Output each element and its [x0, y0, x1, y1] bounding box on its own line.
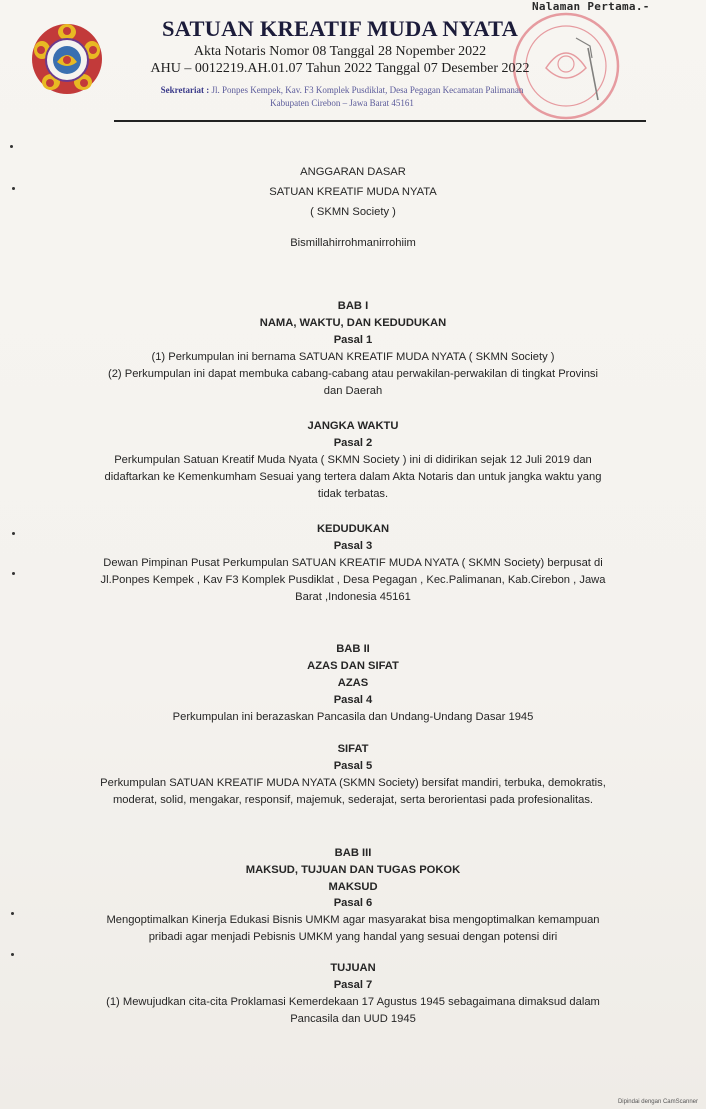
pasal3-line2: Jl.Ponpes Kempek , Kav F3 Komplek Pusdiklat , Desa Pegagan , Kec.Palimanan, Kab.Cirebon , Jawa [100, 574, 606, 586]
pasal7-line1: (1) Mewujudkan cita-cita Proklamasi Kemerdekaan 17 Agustus 1945 sebagaimana dimaksud dalam [106, 996, 600, 1008]
scan-mark [11, 912, 14, 915]
pasal6-line1: Mengoptimalkan Kinerja Edukasi Bisnis UMKM agar masyarakat bisa mengoptimalkan kemampuan [106, 914, 600, 926]
bab3-label: BAB III [334, 847, 372, 859]
pasal2-line1: Perkumpulan Satuan Kreatif Muda Nyata ( SKMN Society ) ini di didirikan sejak 12 Juli 2019 dan [114, 454, 592, 466]
bab1-title: NAMA, WAKTU, DAN KEDUDUKAN [259, 317, 447, 329]
pasal1-heading: Pasal 1 [333, 334, 373, 346]
bismillah: Bismillahirrohmanirrohiim [290, 237, 416, 249]
pasal2-line3: tidak terbatas. [317, 488, 389, 500]
scan-mark [12, 572, 15, 575]
bab1-label: BAB I [337, 300, 369, 312]
secretariat-address [112, 84, 572, 110]
scan-mark [12, 187, 15, 190]
ahu-line: AHU – 0012219.AH.01.07 Tahun 2022 Tanggal 07 Desember 2022 [150, 61, 530, 76]
pasal5-line1: Perkumpulan SATUAN KREATIF MUDA NYATA (SKMN Society) bersifat mandiri, terbuka, demokratis, [100, 777, 606, 789]
pasal3-line1: Dewan Pimpinan Pusat Perkumpulan SATUAN KREATIF MUDA NYATA ( SKMN Society) berpusat di [103, 557, 603, 569]
doc-title-1: ANGGARAN DASAR [300, 166, 406, 178]
org-logo-icon [30, 22, 104, 96]
pasal2-heading: Pasal 2 [333, 437, 373, 449]
kedudukan-heading: KEDUDUKAN [316, 523, 390, 535]
notary-line: Akta Notaris Nomor 08 Tanggal 28 Nopember 2022 [193, 44, 487, 59]
scan-mark [10, 145, 13, 148]
pasal7-heading: Pasal 7 [333, 979, 373, 991]
bab3-title: MAKSUD, TUJUAN DAN TUGAS POKOK [245, 864, 461, 876]
bab2-label: BAB II [336, 643, 370, 655]
tujuan-heading: TUJUAN [330, 962, 376, 974]
jangka-waktu-heading: JANGKA WAKTU [307, 420, 399, 432]
pasal1-item2a: (2) Perkumpulan ini dapat membuka cabang-cabang atau perwakilan-perwakilan di tingkat Provinsi [107, 368, 599, 380]
secretariat-line2: Kabupaten Cirebon – Jawa Barat 45161 [270, 98, 414, 108]
scan-mark [11, 953, 14, 956]
header-divider [114, 120, 646, 122]
pasal4-line1: Perkumpulan ini berazaskan Pancasila dan Undang-Undang Dasar 1945 [172, 711, 534, 723]
pasal4-heading: Pasal 4 [333, 694, 373, 706]
pasal7-line2: Pancasila dan UUD 1945 [290, 1013, 416, 1025]
org-name: SATUAN KREATIF MUDA NYATA [161, 16, 519, 41]
pasal5-heading: Pasal 5 [333, 760, 373, 772]
bab2-title: AZAS DAN SIFAT [307, 660, 399, 672]
pasal1-item2b: dan Daerah [323, 385, 383, 397]
pasal3-heading: Pasal 3 [333, 540, 373, 552]
maksud-heading: MAKSUD [328, 881, 378, 893]
doc-title-3: ( SKMN Society ) [310, 206, 396, 218]
pasal6-line2: pribadi agar menjadi Pebisnis UMKM yang handal yang sesuai dengan potensi diri [148, 931, 558, 943]
scan-mark [12, 532, 15, 535]
secretariat-label: Sekretariat : [160, 85, 210, 95]
handwritten-note: Nalaman Pertama.- [532, 0, 650, 13]
sifat-heading: SIFAT [337, 743, 369, 755]
scanner-watermark: Dipindai dengan CamScanner [617, 1099, 698, 1105]
pasal3-line3: Barat ,Indonesia 45161 [295, 591, 411, 603]
azas-heading: AZAS [337, 677, 369, 689]
secretariat-line1: Jl. Ponpes Kempek, Kav. F3 Komplek Pusdiklat, Desa Pegagan Kecamatan Palimanan [211, 85, 524, 95]
doc-title-2: SATUAN KREATIF MUDA NYATA [269, 186, 437, 198]
pasal1-item1: (1) Perkumpulan ini bernama SATUAN KREATIF MUDA NYATA ( SKMN Society ) [151, 351, 555, 363]
pasal2-line2: didaftarkan ke Kemenkumham Sesuai yang tertera dalam Akta Notaris dan untuk jangka waktu yang [104, 471, 602, 483]
pasal6-heading: Pasal 6 [333, 897, 373, 909]
pasal5-line2: moderat, solid, mengakar, responsif, majemuk, sederajat, serta berorientasi pada profesionalitas. [112, 794, 594, 806]
